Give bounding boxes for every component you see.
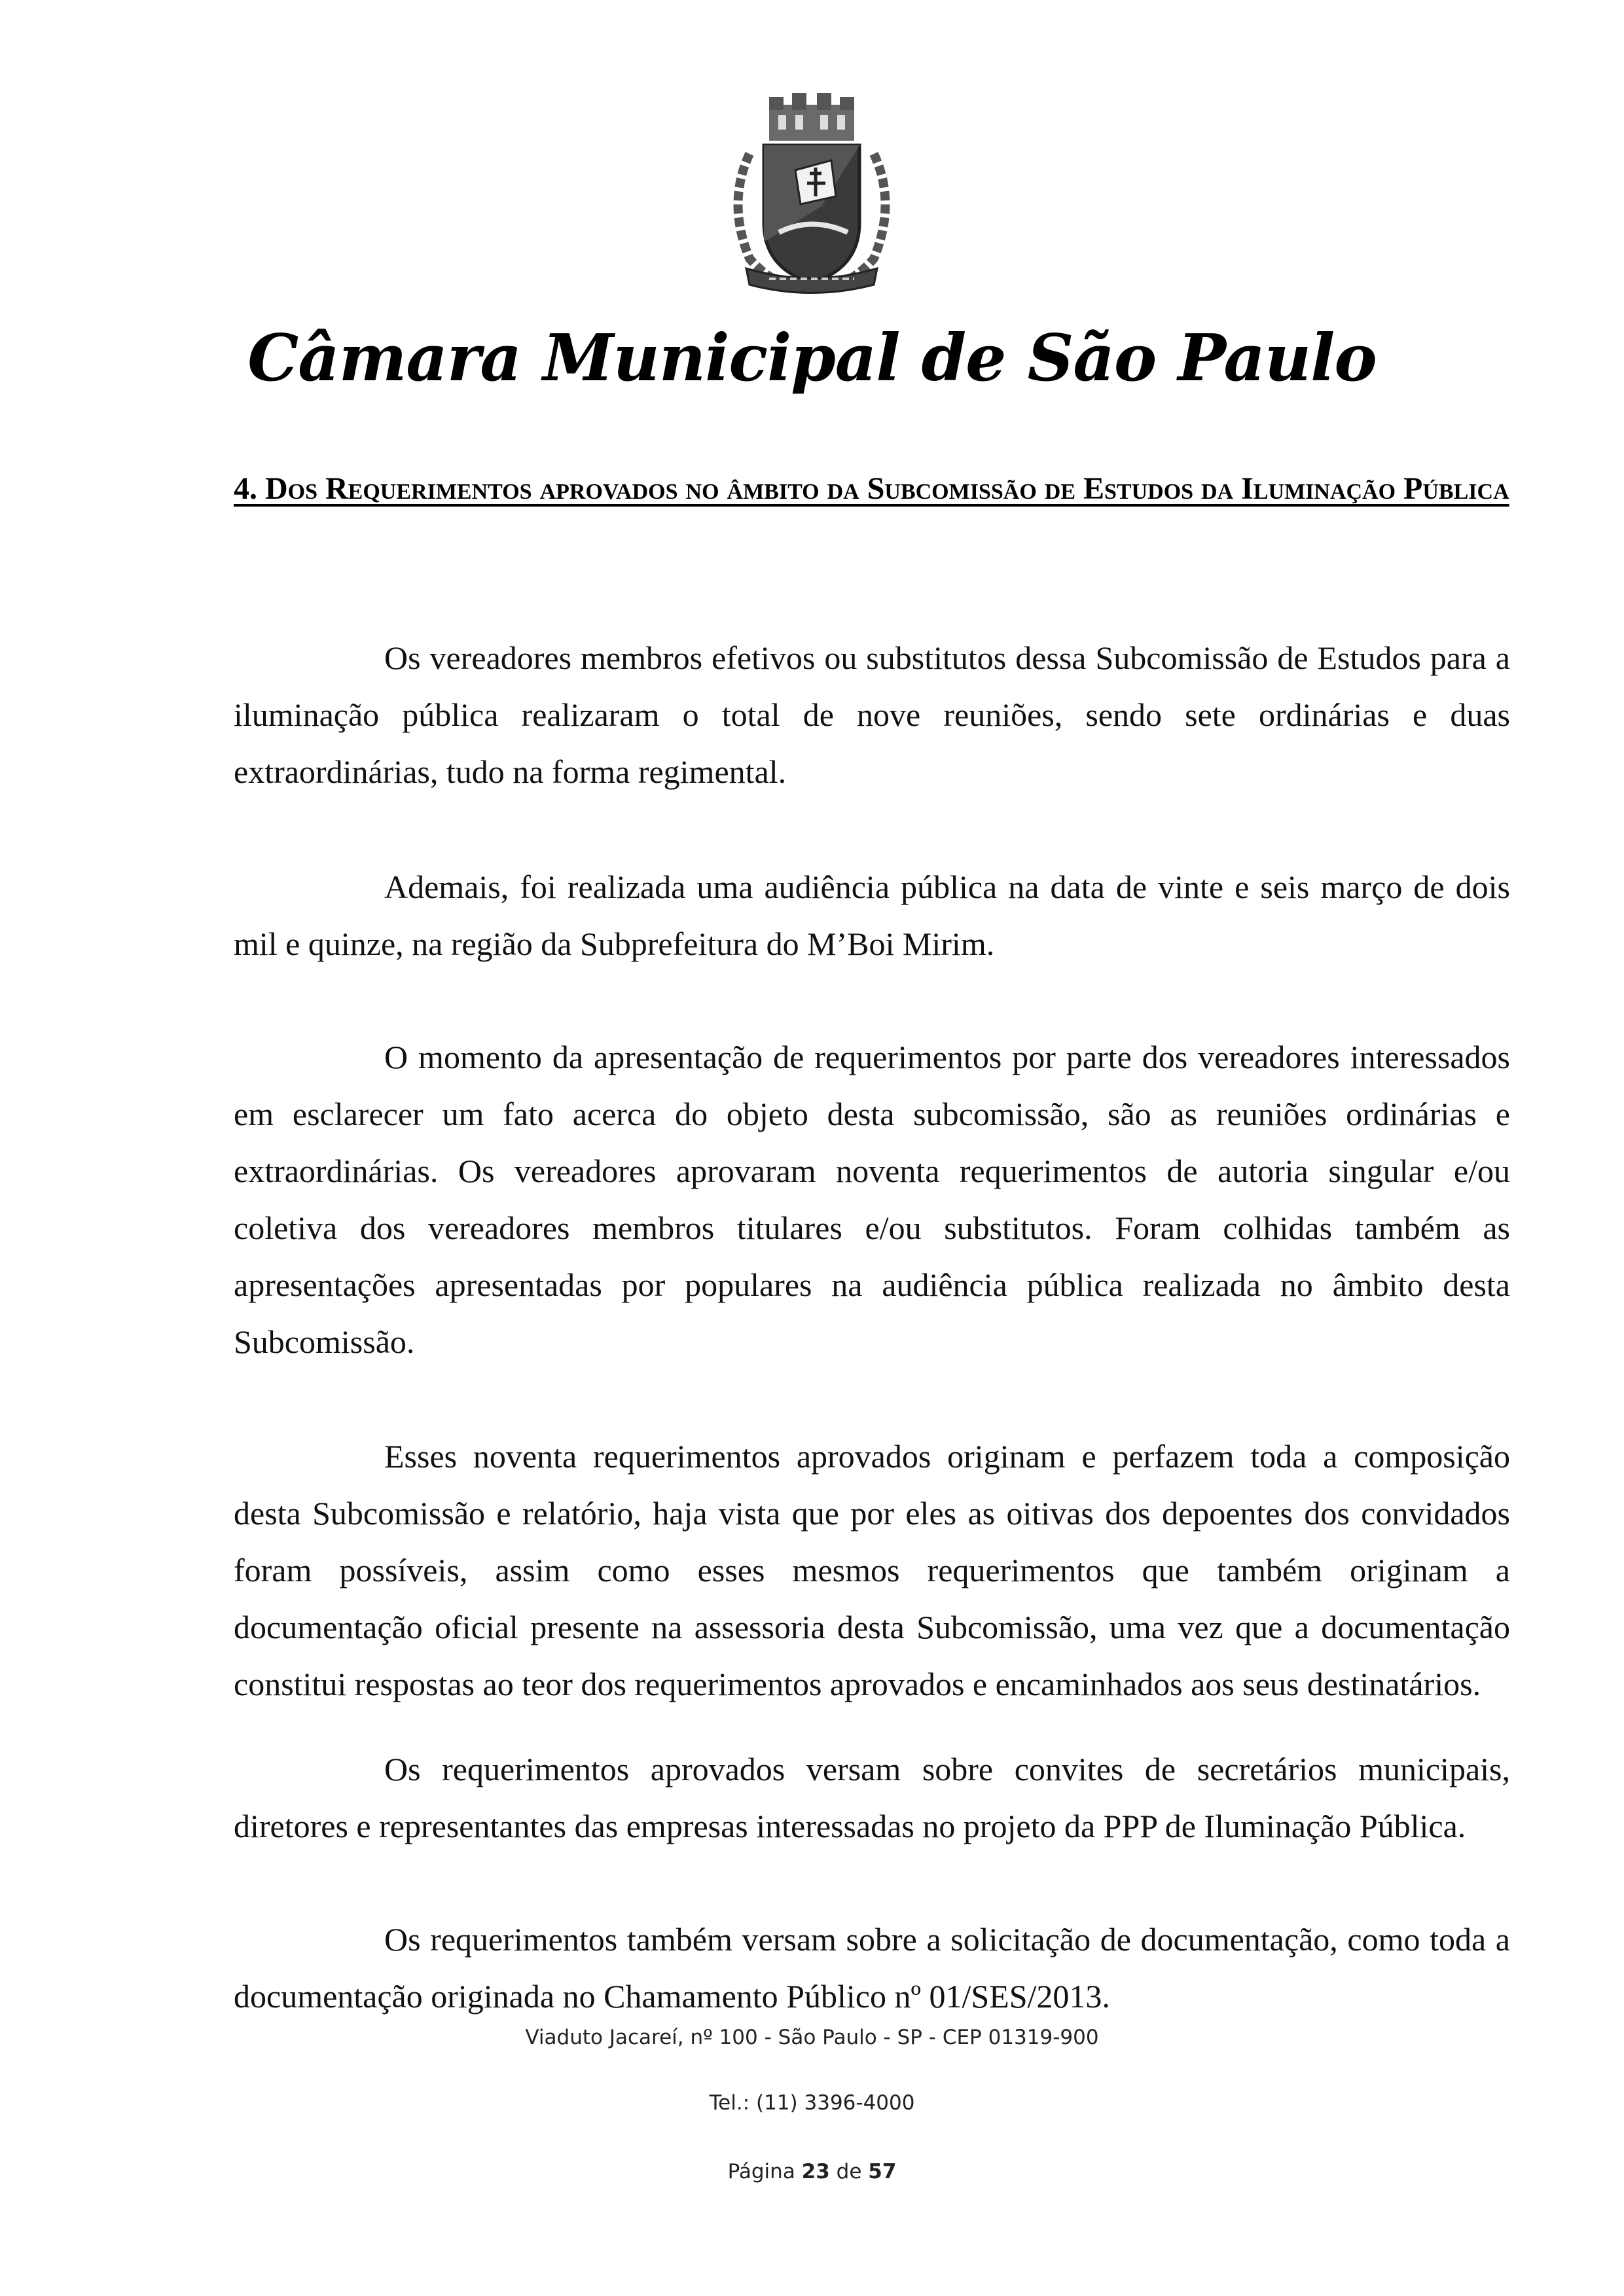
footer-phone: Tel.: (11) 3396-4000 [709, 2091, 915, 2115]
page-prefix: Página [727, 2160, 795, 2183]
paragraph-invitations: Os requerimentos aprovados versam sobre convites de secretários municipais, diretores e representantes das empresas interessadas no projeto da PPP de Iluminação Pública. [234, 1751, 1510, 1844]
paragraph-meetings: Os vereadores membros efetivos ou substitutos dessa Subcomissão de Estudos para a iluminação pública realizaram o total de nove reuniões, sendo sete ordinárias e duas extraordinárias, tudo na forma regimental. [234, 639, 1510, 790]
paragraph-requirements-presentation: O momento da apresentação de requerimentos por parte dos vereadores interessados em esclarecer um fato acerca do objeto desta subcomissão, são as reuniões ordinárias e extraordinárias. Os vereadores aprovaram noventa requerimentos de autoria singular e/ou coletiva dos vereadores membros titulares e/ou substitutos. Foram colhidas também as apresentações apresentadas por populares na audiência pública realizada no âmbito desta Subcomissão. [234, 1039, 1510, 1360]
page-current: 23 [801, 2160, 830, 2183]
paragraph-requirements-composition: Esses noventa requerimentos aprovados originam e perfazem toda a composição desta Subcomissão e relatório, haja vista que por eles as oitivas dos depoentes dos convidados foram possíveis, assim como esses mesmos requerimentos que também originam a documentação oficial presente na assessoria desta Subcomissão, uma vez que a documentação constitui respostas ao teor dos requerimentos aprovados e encaminhados aos seus destinatários. [234, 1438, 1510, 1702]
institution-title: Câmara Municipal de São Paulo [247, 321, 1377, 396]
page-separator: de [836, 2160, 862, 2183]
page-number [0, 2160, 1624, 2183]
page-total: 57 [868, 2160, 897, 2183]
paragraph-documentation: Os requerimentos também versam sobre a solicitação de documentação, como toda a documentação originada no Chamamento Público nº 01/SES/2013. [234, 1921, 1510, 2015]
section-heading: 4. Dos Requerimentos aprovados no âmbito da Subcomissão de Estudos da Iluminação Pública [234, 471, 1509, 506]
footer-address: Viaduto Jacareí, nº 100 - São Paulo - SP - CEP 01319-900 [525, 2026, 1099, 2049]
paragraph-public-hearing: Ademais, foi realizada uma audiência pública na data de vinte e seis março de dois mil e quinze, na região da Subprefeitura do M’Boi Mirim. [234, 869, 1510, 962]
coat-of-arms-icon [723, 92, 900, 301]
